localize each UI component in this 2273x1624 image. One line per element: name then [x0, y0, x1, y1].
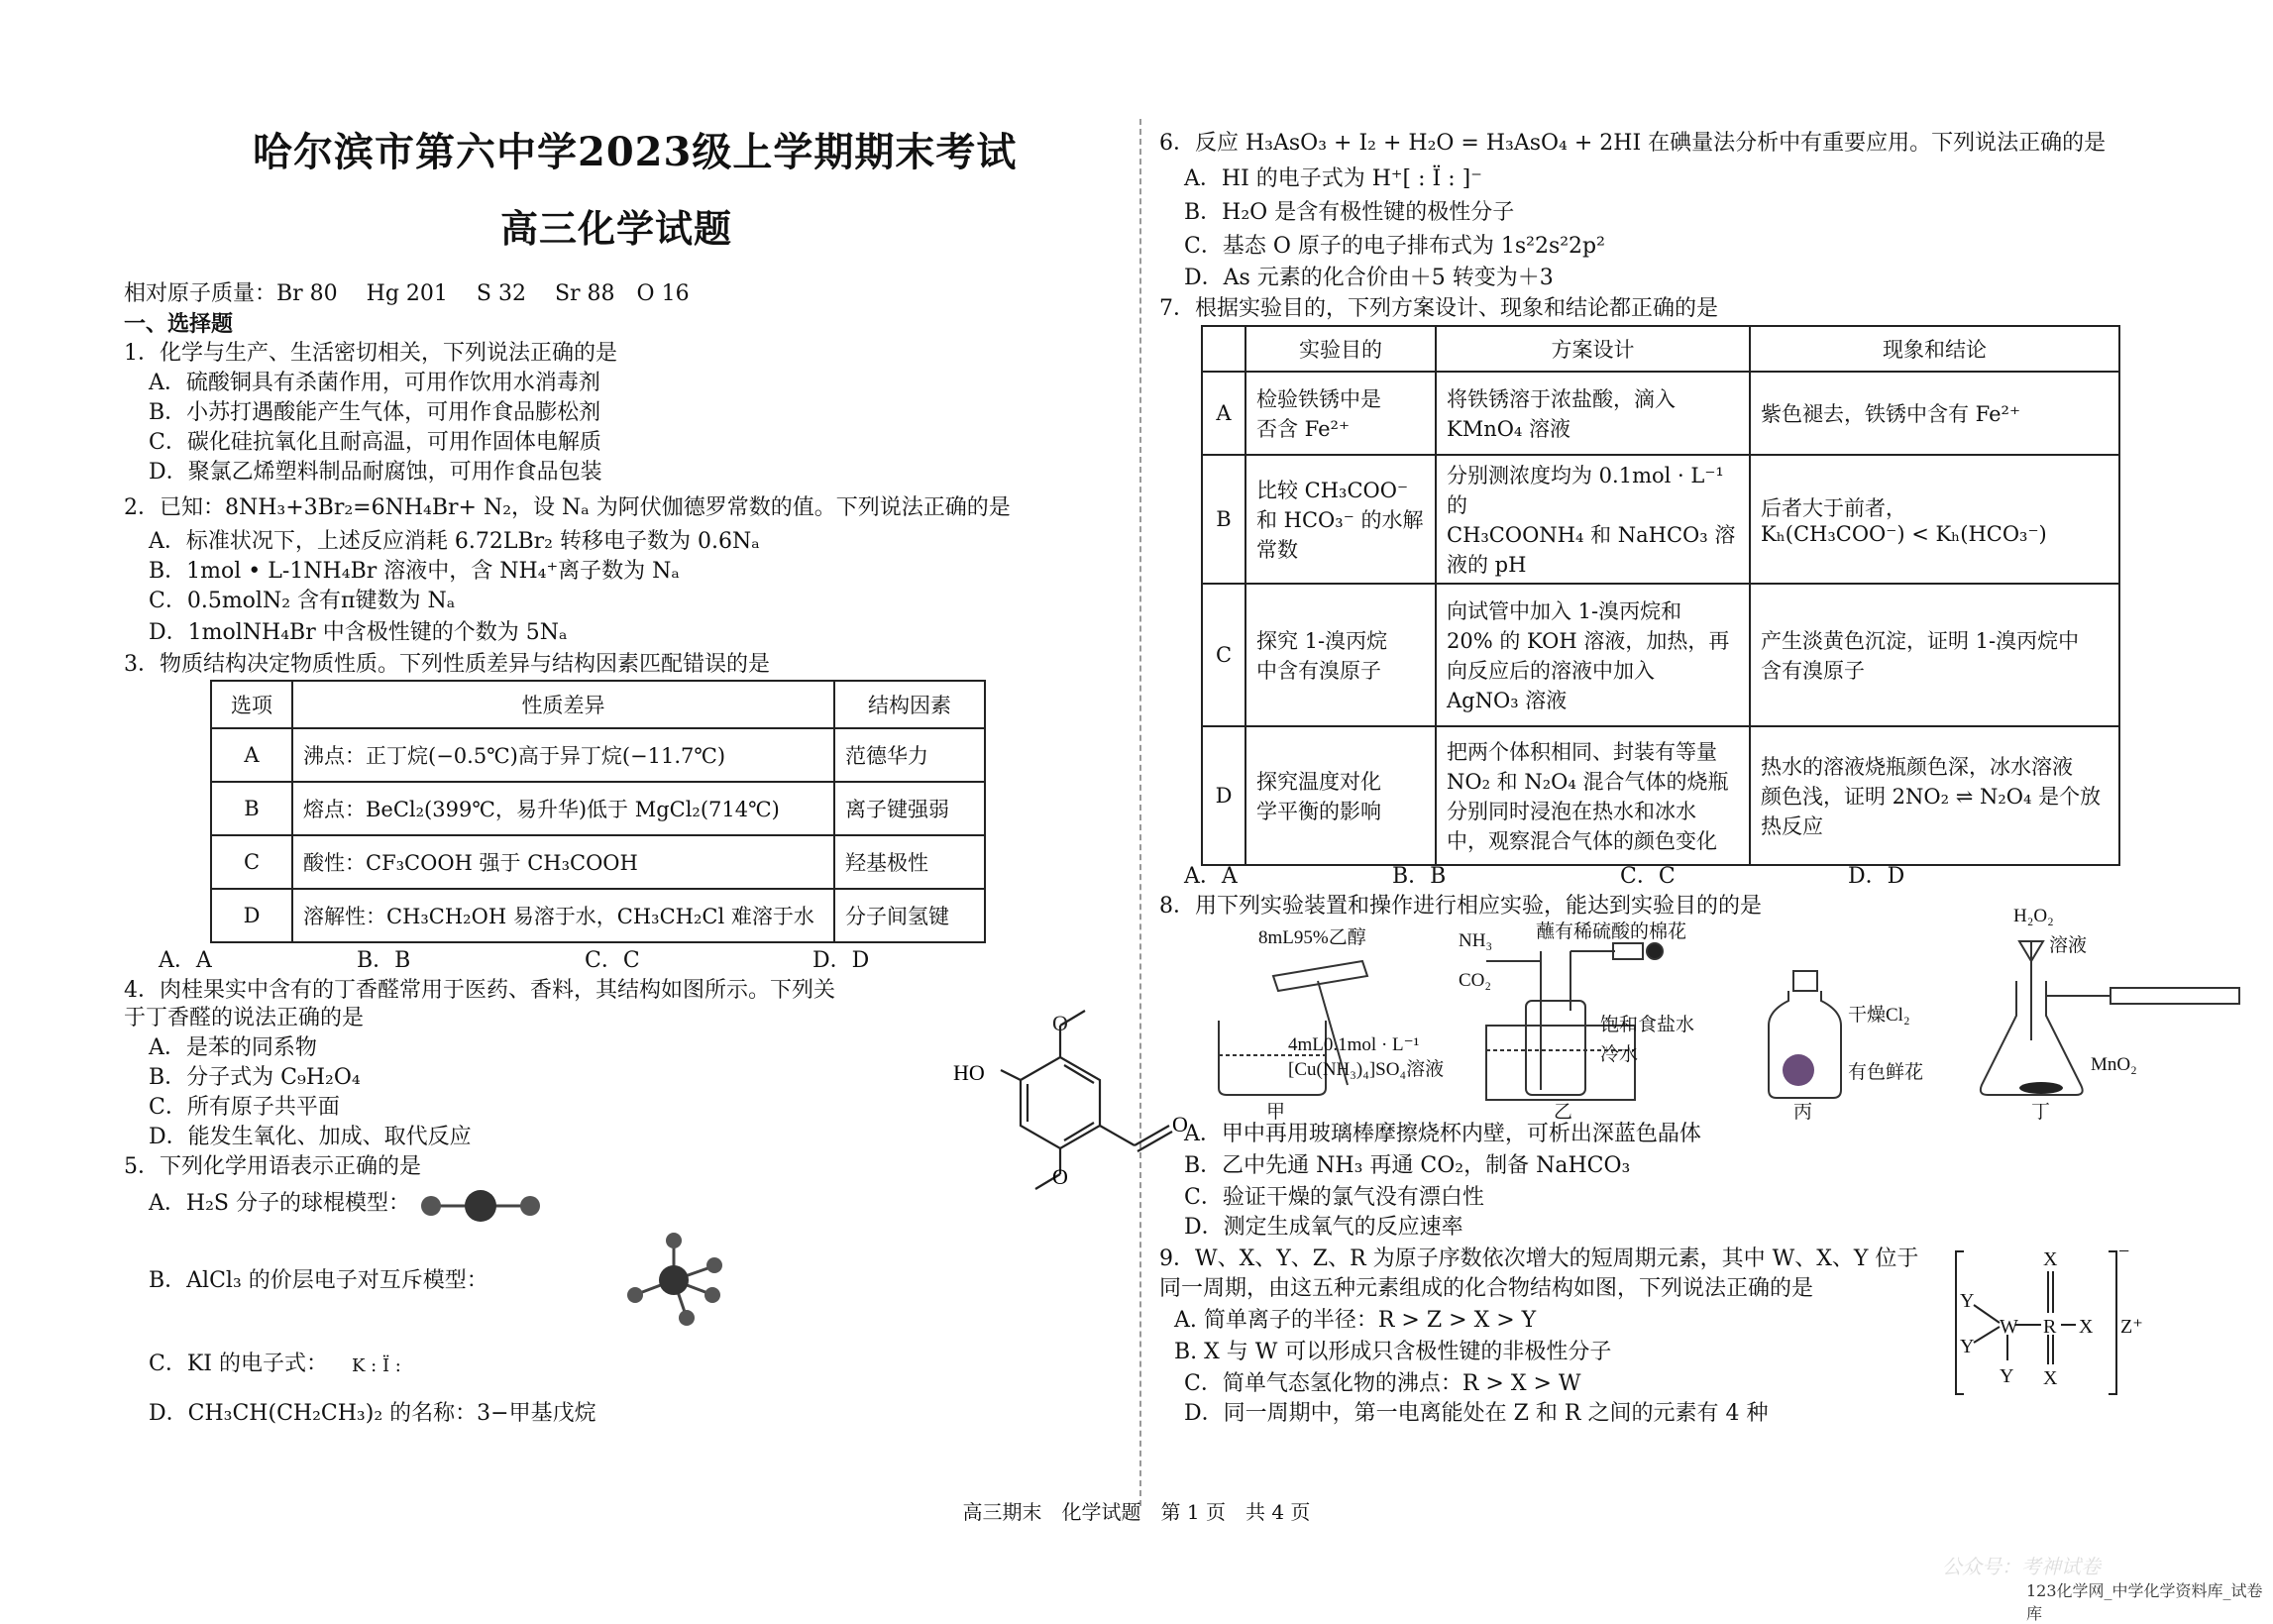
q8-cold-label: 冷水 — [1600, 1044, 1639, 1065]
q2-option-a: A．标准状况下，上述反应消耗 6.72LBr₂ 转移电子数为 0.6Nₐ — [149, 529, 760, 554]
q7-line: 将铁锈溶于浓盐酸，滴入 — [1447, 387, 1676, 411]
q4-option-b: B．分子式为 C₉H₂O₄ — [149, 1065, 361, 1090]
q7-line: KMnO₄ 溶液 — [1447, 417, 1571, 441]
q8-nh3-label: NH₃ — [1459, 930, 1493, 951]
q3-option: D．D — [812, 948, 870, 973]
q7-cell — [1750, 584, 2119, 726]
q7-cell: C — [1202, 584, 1245, 726]
q3-option: C．C — [585, 948, 640, 973]
q7-option: A．A — [1184, 864, 1238, 889]
q3-cell: 熔点：BeCl₂(399℃，易升华)低于 MgCl₂(714℃) — [292, 782, 834, 835]
q3-option: A．A — [159, 948, 212, 973]
q8-h2o2-label-2: 溶液 — [2049, 935, 2088, 956]
q7-line: 分别测浓度均为 0.1mol · L⁻¹ 的 — [1447, 464, 1724, 517]
q4-stem: 4．肉桂果实中含有的丁香醛常用于医药、香料，其结构如图所示。下列关 — [124, 978, 835, 1003]
q4-o-label: O — [1172, 1112, 1188, 1137]
q8-brine-label: 饱和食盐水 — [1600, 1015, 1695, 1035]
q5-option-d: D．CH₃CH(CH₂CH₃)₂ 的名称：3−甲基戊烷 — [149, 1401, 596, 1426]
watermark-source: 123化学网_中学化学资料库_试卷库 — [2026, 1581, 2263, 1623]
q2-stem: 2．已知：8NH₃+3Br₂=6NH₄Br+ N₂，设 Nₐ 为阿伏伽德罗常数的值。下列说法正确的是 — [124, 495, 1011, 520]
q1-option-a: A．硫酸铜具有杀菌作用，可用作饮用水消毒剂 — [149, 371, 600, 395]
flower-icon — [1783, 1054, 1814, 1086]
q7-line: 20% 的 KOH 溶液，加热，再 — [1447, 629, 1730, 653]
q7-line: 后者大于前者， — [1761, 496, 1906, 520]
q7-cell: D — [1202, 726, 1245, 865]
q2-option-c: C．0.5molN₂ 含有π键数为 Nₐ — [149, 589, 456, 613]
q8-bing-label: 丙 — [1793, 1102, 1813, 1123]
q7-line: 颜色浅，证明 2NO₂ ⇌ N₂O₄ 是个放 — [1761, 785, 2102, 809]
q8-cu-label-2: [Cu(NH₃)₄]SO₄溶液 — [1288, 1059, 1445, 1080]
q7-line: 检验铁锈中是 — [1256, 387, 1381, 411]
q7-line: 液的 pH — [1447, 553, 1527, 577]
watermark: 公众号：考神试卷 — [1942, 1555, 2101, 1578]
q7-line: 中含有溴原子 — [1256, 659, 1381, 683]
q6-stem: 6．反应 H₃AsO₃ + I₂ + H₂O = H₃AsO₄ + 2HI 在碘量法分析中有重要应用。下列说法正确的是 — [1159, 131, 2107, 156]
q9-option-a: A. 简单离子的半径：R > Z > X > Y — [1174, 1308, 1537, 1333]
q7-option: D．D — [1848, 864, 1905, 889]
q9-stem-cont: 同一周期，由这五种元素组成的化合物结构如图，下列说法正确的是 — [1159, 1276, 1814, 1301]
q3-cell: C — [211, 835, 292, 889]
q3-cell: 酸性：CF₃COOH 强于 CH₃COOH — [292, 835, 834, 889]
q3-option: B．B — [357, 948, 411, 973]
q3-stem: 3．物质结构决定物质性质。下列性质差异与结构因素匹配错误的是 — [124, 652, 770, 677]
exam-title: 哈尔滨市第六中学2023级上学期期末考试 — [253, 129, 1018, 175]
q7-header: 实验目的 — [1245, 326, 1436, 372]
q8-jia-label: 甲 — [1266, 1102, 1286, 1123]
q9-structure — [1952, 1241, 2143, 1402]
column-divider — [1139, 119, 1141, 1506]
q9-option-b: B. X 与 W 可以形成只含极性键的非极性分子 — [1174, 1340, 1612, 1364]
q7-line: 比较 CH₃COO⁻ — [1256, 479, 1409, 502]
q4-option-c: C．所有原子共平面 — [149, 1095, 340, 1120]
q4-o-label: O — [1052, 1011, 1068, 1035]
q8-yi-label: 乙 — [1554, 1102, 1573, 1123]
q7-cell: B — [1202, 455, 1245, 584]
q7-line: 把两个体积相同、封装有等量 — [1447, 740, 1717, 764]
q7-cell — [1245, 726, 1436, 865]
q8-flower-label: 有色鲜花 — [1848, 1062, 1924, 1083]
q7-cell — [1436, 584, 1750, 726]
q7-line: 常数 — [1256, 538, 1298, 562]
q9-option-d: D．同一周期中，第一电离能处在 Z 和 R 之间的元素有 4 种 — [1184, 1401, 1769, 1426]
q7-line: 向试管中加入 1-溴丙烷和 — [1447, 599, 1682, 623]
q9-w-label: W — [2000, 1316, 2018, 1338]
q8-dry-label: 干燥Cl₂ — [1848, 1005, 1910, 1026]
q5-stem: 5．下列化学用语表示正确的是 — [124, 1154, 421, 1179]
h2s-ball-stick-icon — [416, 1186, 545, 1226]
q8-option-d: D．测定生成氧气的反应速率 — [1184, 1215, 1463, 1240]
q7-line: Kₕ(CH₃COO⁻) < Kₕ(HCO₃⁻) — [1761, 522, 2047, 546]
q9-y-label: Y — [1960, 1290, 1975, 1312]
q3-header: 选项 — [211, 681, 292, 728]
q2-option-b: B．1mol • L-1NH₄Br 溶液中，含 NH₄⁺离子数为 Nₐ — [149, 559, 680, 584]
q3-cell: 分子间氢键 — [834, 889, 985, 942]
q7-cell — [1436, 455, 1750, 584]
q9-option-c: C．简单气态氢化物的沸点：R > X > W — [1184, 1371, 1581, 1396]
q3-cell: B — [211, 782, 292, 835]
q9-stem: 9．W、X、Y、Z、R 为原子序数依次增大的短周期元素，其中 W、X、Y 位于 — [1159, 1246, 1919, 1271]
q7-line: 否含 Fe²⁺ — [1256, 417, 1351, 441]
q7-line: 探究 1-溴丙烷 — [1256, 629, 1388, 653]
q2-option-d: D．1molNH₄Br 中含极性键的个数为 5Nₐ — [149, 620, 568, 645]
q7-line: 和 HCO₃⁻ 的水解 — [1256, 508, 1424, 532]
q3-cell: A — [211, 728, 292, 782]
q7-option: C．C — [1620, 864, 1676, 889]
q7-option: B．B — [1392, 864, 1447, 889]
q7-cell — [1245, 584, 1436, 726]
q1-stem: 1．化学与生产、生活密切相关，下列说法正确的是 — [124, 341, 617, 366]
q8-h2o2-label: H₂O₂ — [2013, 906, 2054, 926]
q3-cell: 溶解性：CH₃CH₂OH 易溶于水，CH₃CH₂Cl 难溶于水 — [292, 889, 834, 942]
q7-cell — [1750, 726, 2119, 865]
q8-mno2-label: MnO₂ — [2091, 1054, 2137, 1075]
q7-line: 分别同时浸泡在热水和冰水 — [1447, 800, 1696, 823]
q1-option-b: B．小苏打遇酸能产生气体，可用作食品膨松剂 — [149, 400, 601, 425]
page-footer: 高三期末 化学试题 第 1 页 共 4 页 — [962, 1500, 1311, 1524]
q4-option-a: A．是苯的同系物 — [149, 1035, 317, 1060]
q3-cell: 羟基极性 — [834, 835, 985, 889]
q6-option-c: C．基态 O 原子的电子排布式为 1s²2s²2p² — [1184, 234, 1605, 259]
q3-cell: 范德华力 — [834, 728, 985, 782]
q5-option-a: A．H₂S 分子的球棍模型： — [149, 1191, 410, 1216]
q4-option-d: D．能发生氧化、加成、取代反应 — [149, 1125, 472, 1149]
q8-option-b: B．乙中先通 NH₃ 再通 CO₂，制备 NaHCO₃ — [1184, 1153, 1631, 1178]
q7-line: 热反应 — [1761, 814, 1823, 838]
q3-table — [210, 680, 986, 943]
q8-ethanol-label: 8mL95%乙醇 — [1258, 927, 1366, 948]
q7-line: 紫色褪去，铁锈中含有 Fe²⁺ — [1761, 402, 2021, 426]
q3-cell: D — [211, 889, 292, 942]
q7-cell: A — [1202, 372, 1245, 455]
q7-stem: 7．根据实验目的，下列方案设计、现象和结论都正确的是 — [1159, 296, 1718, 321]
q7-cell — [1750, 372, 2119, 455]
q8-apparatus-figure — [1199, 906, 2249, 1123]
q7-cell — [1750, 455, 2119, 584]
q7-line: 中，观察混合气体的颜色变化 — [1447, 829, 1717, 853]
q7-table — [1201, 325, 2120, 866]
q3-header: 结构因素 — [834, 681, 985, 728]
atomic-masses: 相对原子质量：Br 80 Hg 201 S 32 Sr 88 O 16 — [124, 281, 690, 306]
q8-cotton-label: 蘸有稀硫酸的棉花 — [1536, 921, 1687, 942]
q7-line: NO₂ 和 N₂O₄ 混合气体的烧瓶 — [1447, 770, 1729, 794]
q9-y-label: Y — [1960, 1336, 1975, 1357]
q7-line: 含有溴原子 — [1761, 659, 1865, 683]
q8-option-a: A．甲中再用玻璃棒摩擦烧杯内壁，可析出深蓝色晶体 — [1184, 1122, 1701, 1146]
q4-stem-cont: 于丁香醛的说法正确的是 — [124, 1006, 365, 1030]
q5-option-b: B．AlCl₃ 的价层电子对互斥模型： — [149, 1268, 488, 1293]
q4-ho-label: HO — [953, 1060, 985, 1085]
q8-option-c: C．验证干燥的氯气没有漂白性 — [1184, 1185, 1484, 1210]
q8-stem: 8．用下列实验装置和操作进行相应实验，能达到实验目的的是 — [1159, 894, 1762, 919]
q6-option-a: A．HI 的电子式为 H⁺[ : Ï : ]⁻ — [1184, 166, 1482, 191]
q7-line: 热水的溶液烧瓶颜色深，冰水溶液 — [1761, 755, 2073, 779]
q7-line: CH₃COONH₄ 和 NaHCO₃ 溶 — [1447, 523, 1736, 547]
q6-option-b: B．H₂O 是含有极性键的极性分子 — [1184, 200, 1515, 225]
q7-line: 产生淡黄色沉淀，证明 1-溴丙烷中 — [1761, 629, 2080, 653]
q8-ding-label: 丁 — [2031, 1102, 2051, 1123]
mno2-icon — [2019, 1082, 2063, 1094]
q9-x-label: X — [2043, 1248, 2058, 1270]
exam-subtitle: 高三化学试题 — [500, 206, 733, 251]
q8-co2-label: CO₂ — [1459, 970, 1492, 991]
q7-cell — [1436, 372, 1750, 455]
q1-option-d: D．聚氯乙烯塑料制品耐腐蚀，可用作食品包装 — [149, 460, 602, 485]
q6-option-d: D．As 元素的化合价由＋5 转变为＋3 — [1184, 266, 1554, 290]
q3-cell: 离子键强弱 — [834, 782, 985, 835]
q7-header: 方案设计 — [1436, 326, 1750, 372]
q9-y-label: Y — [2000, 1365, 2014, 1387]
q3-cell: 沸点：正丁烷(−0.5℃)高于异丁烷(−11.7℃) — [292, 728, 834, 782]
q7-line: 探究温度对化 — [1256, 770, 1381, 794]
q7-line: 向反应后的溶液中加入 — [1447, 659, 1655, 683]
q9-z-label: Z⁺ — [2120, 1316, 2143, 1338]
q5-ki-electron-formula: K : Ï : — [352, 1355, 401, 1376]
q8-cu-label-1: 4mL0.1mol · L⁻¹ — [1288, 1034, 1420, 1055]
q7-header: 现象和结论 — [1750, 326, 2119, 372]
section-heading: 一、选择题 — [124, 311, 234, 337]
q9-x-label: X — [2043, 1367, 2058, 1389]
q4-o-label: O — [1052, 1164, 1068, 1189]
q7-line: AgNO₃ 溶液 — [1447, 689, 1568, 712]
q9-r-label: R — [2043, 1316, 2057, 1338]
q9-minus-label: − — [2118, 1241, 2130, 1262]
q3-header: 性质差异 — [292, 681, 834, 728]
q7-cell — [1436, 726, 1750, 865]
q5-option-c: C．KI 的电子式： — [149, 1352, 328, 1376]
q9-x-label: X — [2079, 1316, 2094, 1338]
q7-cell — [1245, 455, 1436, 584]
q7-line: 学平衡的影响 — [1256, 800, 1381, 823]
alcl3-vsepr-icon — [619, 1229, 728, 1328]
q7-cell — [1245, 372, 1436, 455]
q1-option-c: C．碳化硅抗氧化且耐高温，可用作固体电解质 — [149, 430, 601, 455]
q7-header-blank — [1202, 326, 1245, 372]
